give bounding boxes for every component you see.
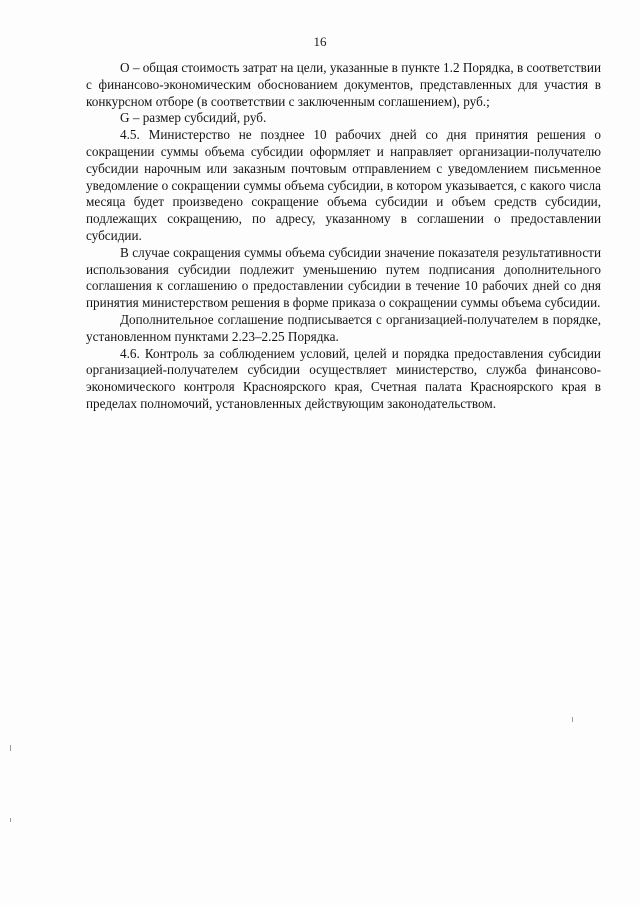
paragraph-clause-4-5: 4.5. Министерство не позднее 10 рабочих дней со дня принятия решения о сокращении суммы объема субсидии оформляет и направляет организации-получателю субсидии нарочным или заказным почтовым отправлением с уведомлением письменное уведомление о сокращении суммы объема субсидии, в котором указывается, с какого числа месяца будет произведено сокращение объема субсидии и объем средств субсидии, подлежащих сокращению, по адресу, указанному в соглашении о предоставлении субсидии. xyxy=(86,127,601,243)
paragraph-formula-o-definition: О – общая стоимость затрат на цели, указанные в пункте 1.2 Порядка, в соответствии с финансово-экономическим обоснованием документов, представленных для участия в конкурсном отборе (в соответствии с заключенным соглашением), руб.; xyxy=(86,60,602,109)
paragraph-formula-g-definition: G – размер субсидий, руб. xyxy=(120,110,267,126)
document-body xyxy=(86,60,601,413)
scan-artifact xyxy=(572,717,573,722)
paragraph-additional-agreement: Дополнительное соглашение подписывается с организацией-получателем в порядке, установленном пунктами 2.23–2.25 Порядка. xyxy=(86,311,601,344)
page-number: 16 xyxy=(313,34,327,49)
paragraph-clause-4-6: 4.6. Контроль за соблюдением условий, целей и порядка предоставления субсидии организацией-получателем субсидии осуществляет министерство, служба финансово-экономического контроля Красноярского края, Счетная палата Красноярского края в пределах полномочий, установленных действующим законодательством. xyxy=(86,345,601,411)
scan-artifact xyxy=(10,818,11,822)
paragraph-indicator-reduction: В случае сокращения суммы объема субсидии значение показателя результативности использования субсидии подлежит уменьшению путем подписания дополнительного соглашения к соглашению о предоставлении субсидии в течение 10 рабочих дней со дня принятия министерством решения в форме приказа о сокращении суммы объема субсидии. xyxy=(86,244,601,311)
scan-artifact xyxy=(10,745,11,751)
